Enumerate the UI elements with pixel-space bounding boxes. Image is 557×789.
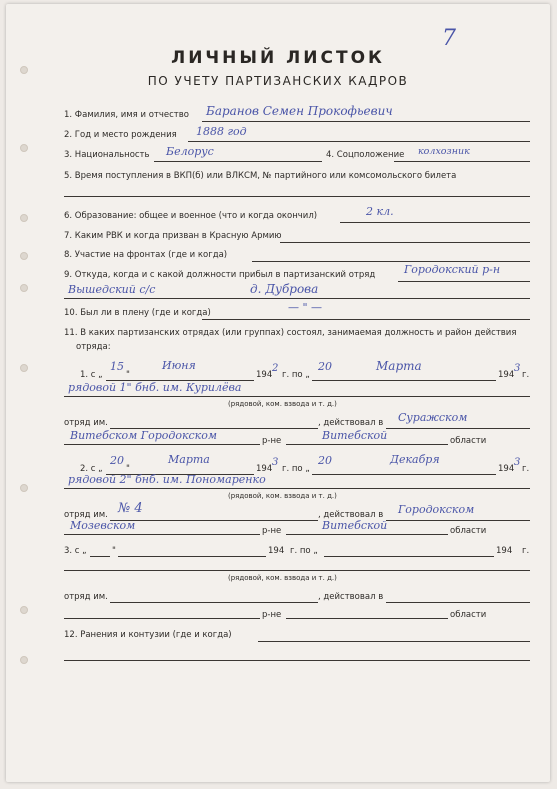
entry-1-from-month: Июня xyxy=(162,359,196,372)
entry-2-acted: , действовал в xyxy=(318,510,384,520)
field-2-value: 1888 год xyxy=(196,125,247,138)
entry-2-acted-in: Городокском xyxy=(398,503,475,516)
entry-1-acted: , действовал в xyxy=(318,418,384,428)
entry-3-to-line xyxy=(324,556,494,557)
field-9-label: 9. Откуда, когда и с какой должности прибыл в партизанский отряд xyxy=(64,270,376,280)
field-6-line xyxy=(340,222,530,223)
entry-2-region-line xyxy=(286,534,448,535)
document-sheet xyxy=(6,4,550,782)
field-2-label: 2. Год и место рождения xyxy=(64,130,177,140)
punch-hole xyxy=(20,144,28,152)
field-3-value: Белорус xyxy=(166,145,214,158)
entry-3-oblasti: области xyxy=(450,610,487,620)
form-title: ЛИЧНЫЙ ЛИСТОК xyxy=(171,48,385,68)
entry-2-to-year-prefix: 194 xyxy=(498,464,515,474)
entry-1-to-line xyxy=(312,380,496,381)
entry-1-acted-line xyxy=(386,428,530,429)
entry-2-position: рядовой 2" бнб. им. Пономаренко xyxy=(68,473,266,486)
punch-hole xyxy=(20,364,28,372)
field-11-label: 11. В каких партизанских отрядах (или группах) состоял, занимаемая должность и район действия xyxy=(64,328,517,338)
field-5-line xyxy=(64,196,530,197)
entry-1-g: г. xyxy=(522,370,530,380)
field-8-line xyxy=(252,261,530,262)
field-2-line xyxy=(188,141,530,142)
form-subtitle: ПО УЧЕТУ ПАРТИЗАНСКИХ КАДРОВ xyxy=(147,74,409,88)
entry-2-role-caption: (рядовой, ком. взвода и т. д.) xyxy=(228,492,337,500)
entry-3-unit-line xyxy=(110,602,318,603)
entry-2-region: Витебской xyxy=(322,519,388,532)
entry-1-region: Витебской xyxy=(322,429,388,442)
entry-2-from-year-prefix: 194 xyxy=(256,464,273,474)
field-1-line xyxy=(202,121,530,122)
field-7-line xyxy=(280,242,530,243)
entry-3-position-line xyxy=(64,570,530,571)
entry-1-position-line xyxy=(64,396,530,397)
entry-2-from-year-digit: 3 xyxy=(272,457,279,468)
entry-3-num: 3. с „ xyxy=(64,546,87,556)
field-11-label-b: отряда: xyxy=(76,342,111,352)
entry-3-g: г. xyxy=(522,546,530,556)
entry-2-from-month: Марта xyxy=(168,453,210,466)
field-7-label: 7. Каким РВК и когда призван в Красную Армию xyxy=(64,231,282,241)
entry-1-district-line xyxy=(64,444,260,445)
entry-1-acted-in: Суражском xyxy=(398,411,468,424)
entry-1-to-month: Марта xyxy=(376,359,422,373)
corner-handwritten-mark: 7 xyxy=(442,26,456,51)
field-10-label: 10. Был ли в плену (где и когда) xyxy=(64,308,211,318)
punch-hole xyxy=(20,252,28,260)
entry-3-rne: р-не xyxy=(262,610,282,620)
field-1-value: Баранов Семен Прокофьевич xyxy=(206,104,393,118)
field-4-line xyxy=(394,161,530,162)
entry-3-from-year-prefix: 194 xyxy=(268,546,285,556)
punch-hole xyxy=(20,284,28,292)
field-9-value-district: Городокский р-н xyxy=(404,263,501,276)
entry-1-num: 1. с „ xyxy=(80,370,103,380)
entry-2-g: г. xyxy=(522,464,530,474)
entry-1-from-day: 15 xyxy=(110,360,124,373)
field-6-label: 6. Образование: общее и военное (что и когда окончил) xyxy=(64,211,318,221)
entry-2-acted-line xyxy=(386,520,530,521)
entry-1-to-year-prefix: 194 xyxy=(498,370,515,380)
field-3-line xyxy=(154,161,322,162)
entry-3-acted: , действовал в xyxy=(318,592,384,602)
field-12-label: 12. Ранения и контузии (где и когда) xyxy=(64,630,232,640)
field-9-line-a xyxy=(398,281,530,282)
entry-1-rne: р-не xyxy=(262,436,282,446)
entry-2-to-month: Декабря xyxy=(390,453,440,466)
punch-hole xyxy=(20,606,28,614)
field-8-label: 8. Участие на фронтах (где и когда) xyxy=(64,250,228,260)
field-12-line xyxy=(258,641,530,642)
entry-2-district-line xyxy=(64,534,260,535)
field-10-line xyxy=(202,319,530,320)
entry-2-district: Мозевском xyxy=(70,519,136,532)
entry-2-unit-prefix: отряд им. xyxy=(64,510,108,520)
entry-1-position: рядовой 1" бнб. им. Курилёва xyxy=(68,381,242,394)
entry-3-from-line xyxy=(118,556,266,557)
entry-2-unit-line xyxy=(110,520,318,521)
entry-1-oblasti: области xyxy=(450,436,487,446)
entry-3-region-line xyxy=(286,618,448,619)
entry-3-day-line xyxy=(90,556,110,557)
field-3-label: 3. Национальность xyxy=(64,150,150,160)
entry-3-quote: " xyxy=(112,546,116,556)
entry-3-by: г. по „ xyxy=(290,546,318,556)
entry-2-unit-name: № 4 xyxy=(118,501,143,516)
entry-2-rne: р-не xyxy=(262,526,282,536)
field-4-label: 4. Соцположение xyxy=(326,150,405,160)
entry-1-unit-prefix: отряд им. xyxy=(64,418,108,428)
entry-1-by: г. по „ xyxy=(282,370,310,380)
entry-2-position-line xyxy=(64,488,530,489)
field-5-label: 5. Время поступления в ВКП(б) или ВЛКСМ, № партийного или комсомольского билета xyxy=(64,171,457,181)
field-10-value: — " — xyxy=(288,301,323,314)
entry-3-role-caption: (рядовой, ком. взвода и т. д.) xyxy=(228,574,337,582)
punch-hole xyxy=(20,484,28,492)
entry-3-to-year-prefix: 194 xyxy=(496,546,513,556)
entry-3-unit-prefix: отряд им. xyxy=(64,592,108,602)
field-4-value: колхозник xyxy=(418,146,470,157)
entry-1-role-caption: (рядовой, ком. взвода и т. д.) xyxy=(228,400,337,408)
entry-2-to-year-digit: 3 xyxy=(514,457,521,468)
field-9-value-village: д. Дуброва xyxy=(250,282,319,296)
entry-2-from-day: 20 xyxy=(110,454,124,467)
field-6-value: 2 кл. xyxy=(366,205,394,218)
entry-3-district-line xyxy=(64,618,260,619)
entry-1-district: Витебском Городокском xyxy=(70,429,217,442)
field-9-line-b xyxy=(64,298,530,299)
entry-1-from-year-prefix: 194 xyxy=(256,370,273,380)
entry-2-to-day: 20 xyxy=(318,454,332,467)
entry-1-quote: " xyxy=(126,370,130,380)
field-9-value-council: Вышедский с/с xyxy=(68,283,156,296)
entry-2-to-line xyxy=(312,474,496,475)
entry-2-oblasti: области xyxy=(450,526,487,536)
entry-2-by: г. по „ xyxy=(282,464,310,474)
entry-1-to-year-digit: 3 xyxy=(514,363,521,374)
entry-2-num: 2. с „ xyxy=(80,464,103,474)
entry-1-to-day: 20 xyxy=(318,360,332,373)
entry-3-acted-line xyxy=(386,602,530,603)
punch-hole xyxy=(20,214,28,222)
entry-2-quote: " xyxy=(126,464,130,474)
entry-1-from-year-digit: 2 xyxy=(272,363,279,374)
entry-1-region-line xyxy=(286,444,448,445)
punch-hole xyxy=(20,656,28,664)
field-12-line-b xyxy=(64,660,530,661)
field-1-label: 1. Фамилия, имя и отчество xyxy=(64,110,189,120)
